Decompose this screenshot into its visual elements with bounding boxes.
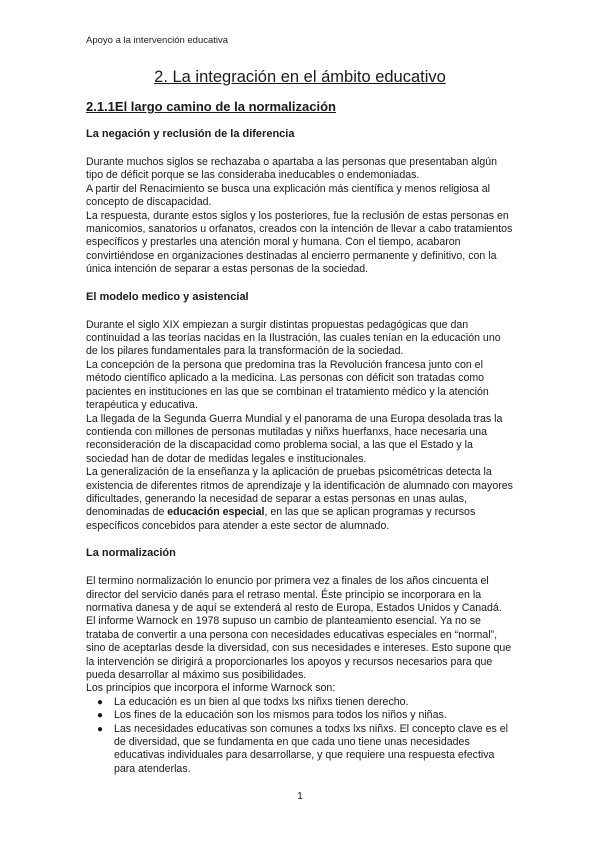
paragraph: Durante el siglo XIX empiezan a surgir distintas propuestas pedagógicas que dan continuidad a las teorías nacidas en la Ilustración, las cuales tenían en la educación uno de los pilares fundamentales para la transformación de la sociedad.: [86, 318, 501, 358]
paragraph-text: , en las que se aplican programas y recursos específicos concebidos para atender a este sector de alumnado.: [86, 506, 476, 532]
paragraph: La concepción de la persona que predomina tras la Revolución francesa junto con el método científico aplicado a la medicina. Las personas con déficit son tratadas como pacientes en instituciones en las que se combinan el tratamiento médico y la atención terapéutica y educativa.: [86, 358, 489, 412]
bullet-icon: ●: [97, 723, 104, 735]
running-header: Apoyo a la intervención educativa: [86, 35, 229, 46]
bullet-icon: ●: [97, 696, 104, 708]
paragraph: La llegada de la Segunda Guerra Mundial y el panorama de una Europa desolada tras la contienda con millones de personas mutiladas y niñxs huerfanxs, hace necesaria una reconsideración de la discapacidad como problema social, a las que el Estado y la sociedad han de dotar de medidas legales e institucionales.: [86, 412, 503, 465]
emphasis-text: educación especial: [167, 506, 265, 519]
section-modelo-medico: [86, 290, 514, 534]
paragraph: [86, 466, 514, 533]
list-item-text: La educación es un bien al que todxs lxs niñxs tienen derecho.: [114, 695, 409, 708]
page-number: 1: [297, 791, 303, 802]
paragraph: El termino normalización lo enuncio por primera vez a finales de los años cincuenta el director del servicio danés para el retraso mental. Éste principio se incorporara en la normativa danesa y de aquí se extenderá al resto de Europa, Estados Unidos y Canadá.: [86, 575, 502, 614]
section-title: 2.1.1El largo camino de la normalización: [86, 99, 336, 114]
paragraph-text: La generalización de la enseñanza y la aplicación de pruebas psicométricas detecta la existencia de diferentes ritmos de aprendizaje y la identificación de alumnado con mayores dificultades, generando la necesidad de separar a estas personas en unas aulas, denominadas de: [86, 466, 513, 519]
document-body: [86, 66, 514, 776]
section-heading: El modelo medico y asistencial: [86, 290, 249, 303]
paragraph: Los principios que incorpora el informe Warnock son:: [86, 682, 336, 695]
section-negacion: [86, 127, 514, 277]
section-heading: La normalización: [86, 547, 176, 560]
list-item-text: Los fines de la educación son los mismos para todos los niños y niñas.: [114, 709, 447, 722]
section-heading: La negación y reclusión de la diferencia: [86, 128, 295, 140]
paragraph: La respuesta, durante estos siglos y los posteriores, fue la reclusión de estas personas en manicomios, sanatorios u orfanatos, creados con la intención de llevar a cabo tratamientos específicos y prestarles una atención moral y humana. Con el tiempo, acabaron convirtiéndose en organizaciones destinadas al encierro permanente y definitivo, con la única intención de separar a estas personas de la sociedad.: [86, 209, 513, 276]
list-item: [97, 695, 514, 709]
paragraph: El informe Warnock en 1978 supuso un cambio de planteamiento esencial. Ya no se trataba de convertir a una persona con necesidades educativas especiales en “normal”, sino de aceptarlas desde la diversidad, con sus necesidades e intereses. Esto supone que la intervención se dirigirá a proporcionarles los apoyos y recursos necesarios para que pueda desarrollar al máximo sus posibilidades.: [86, 615, 512, 681]
section-normalizacion: [86, 546, 514, 776]
paragraph: A partir del Renacimiento se busca una explicación más científica y menos religiosa al concepto de discapacidad.: [86, 182, 490, 209]
chapter-title: 2. La integración en el ámbito educativo: [154, 68, 446, 86]
list-item: [97, 722, 514, 777]
principles-list: [86, 696, 514, 776]
list-item-text: Las necesidades educativas son comunes a todxs lxs niñxs. El concepto clave es el de diversidad, que se fundamenta en que cada uno tiene unas necesidades educativas individuales para desarrollarse, y que requiere una respuesta efectiva para atenderlas.: [114, 722, 508, 775]
paragraph: Durante muchos siglos se rechazaba o apartaba a las personas que presentaban algún tipo de déficit porque se las consideraba ineducables o endemoniadas.: [86, 156, 498, 182]
list-item: [97, 709, 514, 722]
bullet-icon: ●: [97, 710, 104, 722]
